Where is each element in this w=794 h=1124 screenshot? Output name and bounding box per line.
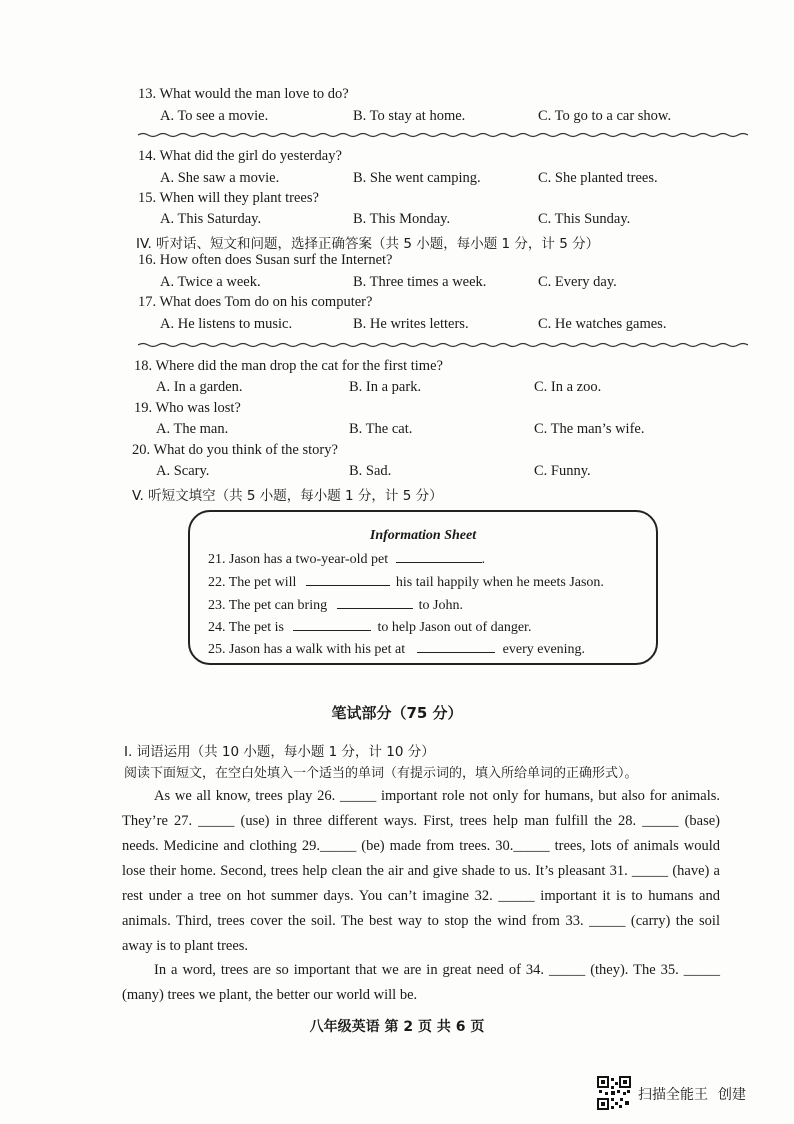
question-16: 16. How often does Susan surf the Internet?	[138, 252, 393, 268]
option-a: A. Scary.	[156, 463, 210, 479]
option-c: C. In a zoo.	[534, 379, 602, 395]
options-16	[160, 274, 720, 292]
option-c: C. The man’s wife.	[534, 421, 645, 437]
option-a: A. The man.	[156, 421, 229, 437]
option-b: B. He writes letters.	[353, 316, 469, 332]
section-i-heading: I. 词语运用（共 10 小题，每小题 1 分，计 10 分）	[124, 744, 435, 760]
answer-blank-22[interactable]	[306, 573, 390, 586]
option-c: C. Every day.	[538, 274, 617, 290]
option-a: A. He listens to music.	[160, 316, 293, 332]
question-19: 19. Who was lost?	[134, 400, 241, 416]
option-a: A. Twice a week.	[160, 274, 261, 290]
answer-blank-23[interactable]	[337, 596, 413, 609]
question-20: 20. What do you think of the story?	[132, 442, 338, 458]
blank-prefix: 23. The pet can bring	[208, 598, 328, 613]
blank-line-24	[208, 618, 531, 636]
blank-line-22	[208, 573, 604, 591]
options-15	[160, 211, 720, 229]
option-b: B. Three times a week.	[353, 274, 487, 290]
options-20	[156, 463, 716, 481]
options-19	[156, 421, 716, 439]
blank-suffix: to John.	[418, 598, 463, 613]
blank-line-21	[208, 550, 485, 568]
wavy-divider	[138, 342, 748, 348]
option-b: B. To stay at home.	[353, 108, 466, 124]
passage-paragraph-2: In a word, trees are so important that we are in great need of 34. _____ (they). The 35. _____ (many) trees we plant, the better our world will be.	[122, 962, 720, 1003]
option-c: C. This Sunday.	[538, 211, 631, 227]
information-sheet-box	[188, 510, 658, 665]
blank-line-25	[208, 640, 585, 658]
option-c: C. Funny.	[534, 463, 591, 479]
option-a: A. To see a movie.	[160, 108, 269, 124]
answer-blank-24[interactable]	[293, 618, 371, 631]
blank-suffix: .	[481, 552, 486, 567]
wavy-divider	[138, 132, 748, 138]
blank-prefix: 25. Jason has a walk with his pet at	[208, 642, 406, 657]
blank-suffix: every evening.	[502, 642, 586, 657]
information-sheet-title: Information Sheet	[369, 528, 477, 543]
option-a: A. She saw a movie.	[160, 170, 280, 186]
qr-code-icon	[597, 1076, 631, 1110]
scanner-watermark	[638, 1084, 746, 1104]
instruction-text: 阅读下面短文，在空白处填入一个适当的单词（有提示词的，填入所给单词的正确形式）。	[124, 766, 638, 781]
option-c: C. To go to a car show.	[538, 108, 672, 124]
option-b: B. In a park.	[349, 379, 422, 395]
option-b: B. The cat.	[349, 421, 413, 437]
answer-blank-21[interactable]	[396, 550, 482, 563]
section-v-heading: V. 听短文填空（共 5 小题，每小题 1 分，计 5 分）	[132, 488, 443, 504]
answer-blank-25[interactable]	[417, 640, 495, 653]
option-b: B. This Monday.	[353, 211, 451, 227]
option-c: C. She planted trees.	[538, 170, 658, 186]
blank-suffix: his tail happily when he meets Jason.	[395, 575, 604, 590]
options-13	[160, 108, 720, 126]
question-14: 14. What did the girl do yesterday?	[138, 148, 342, 164]
options-17	[160, 316, 720, 334]
written-part-title: 笔试部分（75 分）	[331, 704, 463, 722]
option-b: B. Sad.	[349, 463, 392, 479]
options-14	[160, 170, 720, 188]
question-18: 18. Where did the man drop the cat for the first time?	[134, 358, 443, 374]
blank-prefix: 22. The pet will	[208, 575, 297, 590]
section-iv-heading: IV. 听对话、短文和问题，选择正确答案（共 5 小题，每小题 1 分，计 5 分）	[136, 236, 600, 252]
blank-suffix: to help Jason out of danger.	[377, 620, 532, 635]
question-13: 13. What would the man love to do?	[138, 86, 349, 102]
options-18	[156, 379, 716, 397]
scanner-app-name: 扫描全能王	[638, 1087, 708, 1103]
blank-prefix: 21. Jason has a two-year-old pet	[208, 552, 389, 567]
option-a: A. In a garden.	[156, 379, 243, 395]
scanner-created-label: 创建	[718, 1087, 746, 1103]
passage-paragraph-1: As we all know, trees play 26. _____ important role not only for humans, but also for animals. They’re 27. _____ (use) in three different ways. First, trees help man fulfill the 28. _____ (base) needs. Medicine and clothing 29._____ (be) made from trees. 30._____ trees, lots of animals would lose their home. Second, trees help clean the air and give shade to us. It’s pleasant 31. _____ (have) a rest under a tree on hot summer days. You can’t imagine 32. _____ important it is to humans and animals. Third, trees cover the soil. The best way to stop the wind from 33. _____ (carry) the soil away is to plant trees.	[122, 788, 720, 954]
option-a: A. This Saturday.	[160, 211, 262, 227]
blank-prefix: 24. The pet is	[208, 620, 284, 635]
option-b: B. She went camping.	[353, 170, 481, 186]
question-15: 15. When will they plant trees?	[138, 190, 319, 206]
blank-line-23	[208, 596, 463, 614]
option-c: C. He watches games.	[538, 316, 667, 332]
page-footer: 八年级英语 第 2 页 共 6 页	[309, 1019, 485, 1035]
question-17: 17. What does Tom do on his computer?	[138, 294, 373, 310]
